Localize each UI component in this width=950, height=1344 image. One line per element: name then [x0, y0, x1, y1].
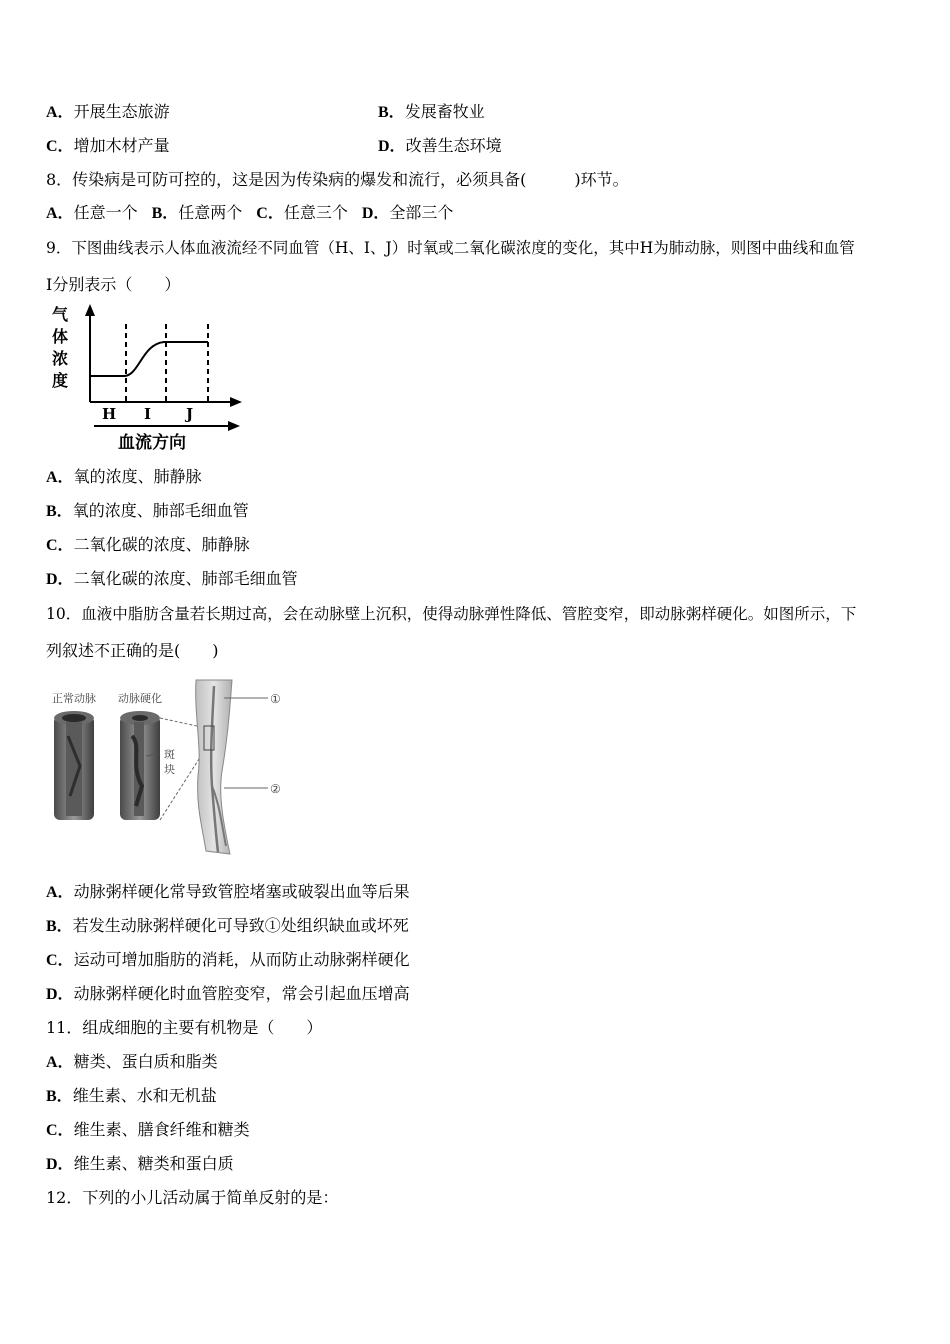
q11-option-d: D．维生素、糖类和蛋白质: [46, 1154, 234, 1173]
q8-option-c: C．任意三个: [256, 203, 348, 222]
q9-y-label-0: 气: [52, 305, 69, 324]
q9-y-label-3: 度: [52, 371, 69, 390]
q10-stem-line1: 10．血液中脂肪含量若长期过高，会在动脉壁上沉积，使得动脉弹性降低、管腔变窄，即动脉粥样硬化。如图所示，下: [46, 605, 857, 623]
q10-option-d: D．动脉粥样硬化时血管腔变窄，常会引起血压增高: [46, 984, 410, 1003]
q10-hardened-label: 动脉硬化: [118, 692, 162, 705]
q9-option-a: A．氧的浓度、肺静脉: [46, 467, 202, 486]
hardened-artery-image: [120, 711, 160, 820]
q7-option-a: A．开展生态旅游: [46, 102, 170, 121]
q8-option-b: B．任意两个: [151, 203, 243, 222]
q9-tick-j: J: [186, 405, 194, 423]
q9-tick-i: I: [144, 405, 152, 423]
q9-stem-line2: I分别表示（ ）: [46, 275, 181, 294]
q8-option-d: D．全部三个: [361, 203, 454, 222]
normal-artery-image: [54, 711, 94, 820]
q12-stem: 12．下列的小儿活动属于简单反射的是：: [46, 1188, 339, 1207]
q10-figure: [46, 676, 296, 861]
q9-y-label-2: 浓: [52, 349, 69, 368]
q9-y-arrow: [85, 304, 95, 316]
q10-plaque-label-1: 斑: [164, 748, 175, 761]
q11-option-c: C．维生素、膳食纤维和糖类: [46, 1120, 250, 1139]
q10-option-a: A．动脉粥样硬化常导致管腔堵塞或破裂出血等后果: [46, 882, 410, 901]
q8-options: [46, 203, 467, 224]
q9-y-label-1: 体: [52, 327, 69, 346]
q8-option-a: A．任意一个: [46, 203, 138, 222]
q10-normal-label: 正常动脉: [52, 692, 96, 705]
q9-option-d: D．二氧化碳的浓度、肺部毛细血管: [46, 569, 298, 588]
q9-stem-line1: 9．下图曲线表示人体血液流经不同血管（H、I、J）时氧或二氧化碳浓度的变化，其中H为肺动脉，则图中曲线和血管: [46, 239, 855, 257]
q11-option-b: B．维生素、水和无机盐: [46, 1086, 217, 1105]
q9-option-c: C．二氧化碳的浓度、肺静脉: [46, 535, 250, 554]
q7-option-c: C．增加木材产量: [46, 136, 170, 155]
q11-option-a: A．糖类、蛋白质和脂类: [46, 1052, 218, 1071]
q9-curve: [90, 342, 208, 376]
q10-option-c: C．运动可增加脂肪的消耗，从而防止动脉粥样硬化: [46, 950, 410, 969]
q10-marker-2: ②: [270, 782, 281, 796]
q11-stem: 11．组成细胞的主要有机物是（ ）: [46, 1018, 323, 1037]
q9-x-arrow: [230, 397, 242, 407]
q7-option-d: D．改善生态环境: [378, 136, 502, 155]
leg-image: [196, 680, 232, 854]
q10-stem-line2: 列叙述不正确的是( ): [46, 641, 219, 660]
q10-marker-1: ①: [270, 692, 281, 706]
q9-tick-h: H: [102, 405, 117, 423]
q9-figure: [44, 302, 244, 457]
q9-x-label: 血流方向: [118, 433, 186, 453]
q9-option-b: B．氧的浓度、肺部毛细血管: [46, 501, 249, 520]
q10-option-b: B．若发生动脉粥样硬化可导致①处组织缺血或坏死: [46, 916, 409, 935]
q8-stem: 8．传染病是可防可控的，这是因为传染病的爆发和流行，必须具备( )环节。: [46, 170, 629, 189]
q10-plaque-label-2: 块: [164, 763, 175, 776]
q9-flow-arrow: [228, 421, 240, 431]
q7-option-b: B．发展畜牧业: [378, 102, 485, 121]
